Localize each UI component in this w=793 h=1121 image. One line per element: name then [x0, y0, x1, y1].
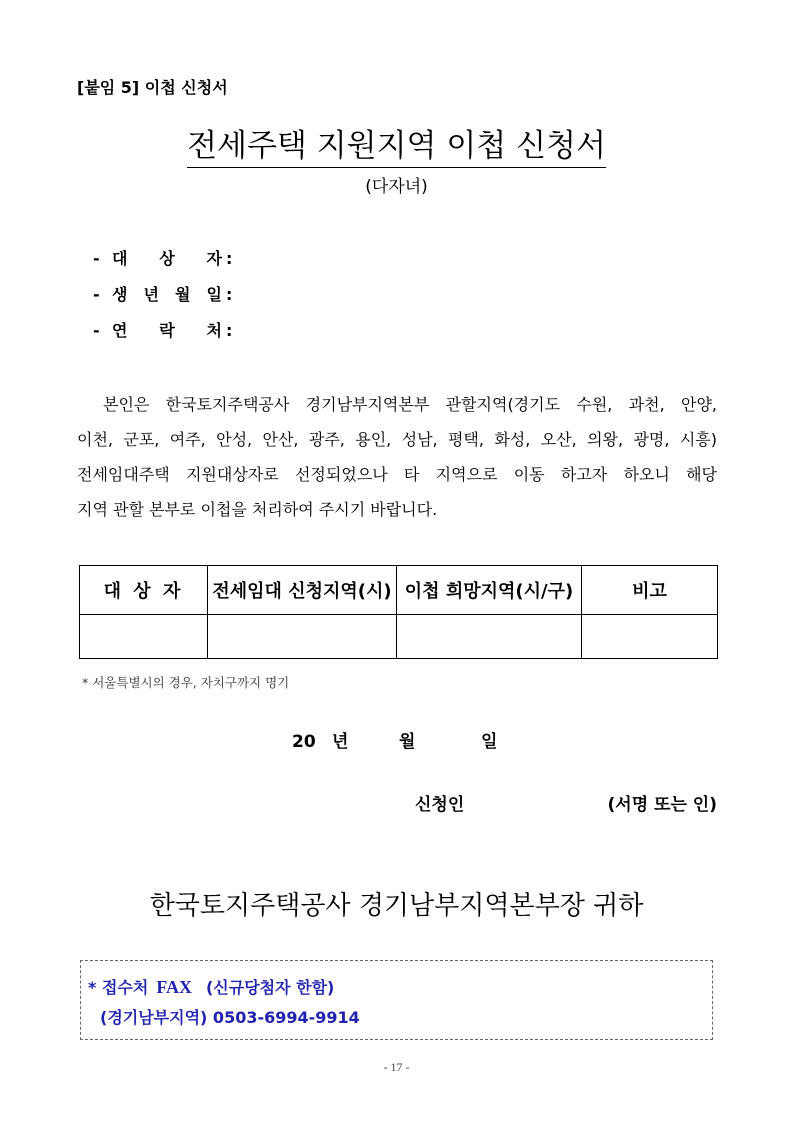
date-year-prefix: 20 [292, 732, 316, 752]
table-header-row [80, 566, 718, 615]
field-bullet: - [93, 321, 100, 340]
date-year-unit: 년 [332, 732, 349, 752]
header-desired-region: 이첩 희망지역(시/구) [397, 566, 582, 615]
addressee: 한국토지주택공사 경기남부지역본부장 귀하 [149, 891, 644, 921]
signature-note: (서명 또는 인) [607, 795, 717, 815]
date-day-unit: 일 [481, 732, 498, 752]
field-row-applicant [93, 241, 232, 277]
document-subtitle: (다자녀) [365, 177, 428, 197]
request-paragraph [77, 387, 717, 527]
applicant-signature-label: 신청인 [415, 795, 465, 815]
submission-fax-number: (경기남부지역) 0503-6994-9914 [100, 1008, 360, 1027]
field-label-applicant: 대 상 자 [112, 249, 222, 268]
paragraph-line: 전세임대주택 지원대상자로 선정되었으나 타 지역으로 이동 하고자 하오니 해당 [77, 465, 717, 484]
field-colon: : [226, 321, 233, 340]
table-footnote: * 서울특별시의 경우, 자치구까지 명기 [82, 675, 290, 690]
field-label-contact: 연 락 처 [112, 321, 222, 340]
submission-label: * 접수처 [88, 978, 149, 997]
cell-desired-region [397, 615, 582, 659]
cell-applicant [80, 615, 208, 659]
field-row-contact [93, 313, 232, 349]
document-title: 전세주택 지원지역 이첩 신청서 [187, 127, 606, 168]
submission-info-box [80, 960, 713, 1040]
page-number: - 17 - [383, 1060, 410, 1074]
cell-current-region [208, 615, 397, 659]
applicant-fields [93, 241, 232, 349]
paragraph-line: 지역 관할 본부로 이첩을 처리하여 주시기 바랍니다. [77, 500, 438, 519]
title-block [0, 127, 793, 168]
field-label-birthdate: 생 년 월 일 [112, 285, 222, 304]
paragraph-line: 이천, 군포, 여주, 안성, 안산, 광주, 용인, 성남, 평택, 화성, 오산, 의왕, 광명, 시흥) [77, 430, 717, 449]
table-row [80, 615, 718, 659]
fax-eligibility-note: (신규당첨자 한함) [205, 978, 335, 997]
date-month-unit: 월 [399, 732, 416, 752]
transfer-table [79, 565, 718, 659]
field-bullet: - [93, 285, 100, 304]
field-row-birthdate [93, 277, 232, 313]
submission-fax-line [88, 976, 334, 999]
attachment-label: [붙임 5] 이첩 신청서 [77, 78, 228, 97]
fax-label: FAX [156, 977, 192, 997]
field-colon: : [226, 249, 233, 268]
header-current-region: 전세임대 신청지역(시) [208, 566, 397, 615]
field-bullet: - [93, 249, 100, 268]
header-remarks: 비고 [582, 566, 718, 615]
header-applicant: 대 상 자 [80, 566, 208, 615]
paragraph-line: 본인은 한국토지주택공사 경기남부지역본부 관할지역(경기도 수원, 과천, 안양, [103, 395, 717, 414]
cell-remarks [582, 615, 718, 659]
field-colon: : [226, 285, 233, 304]
